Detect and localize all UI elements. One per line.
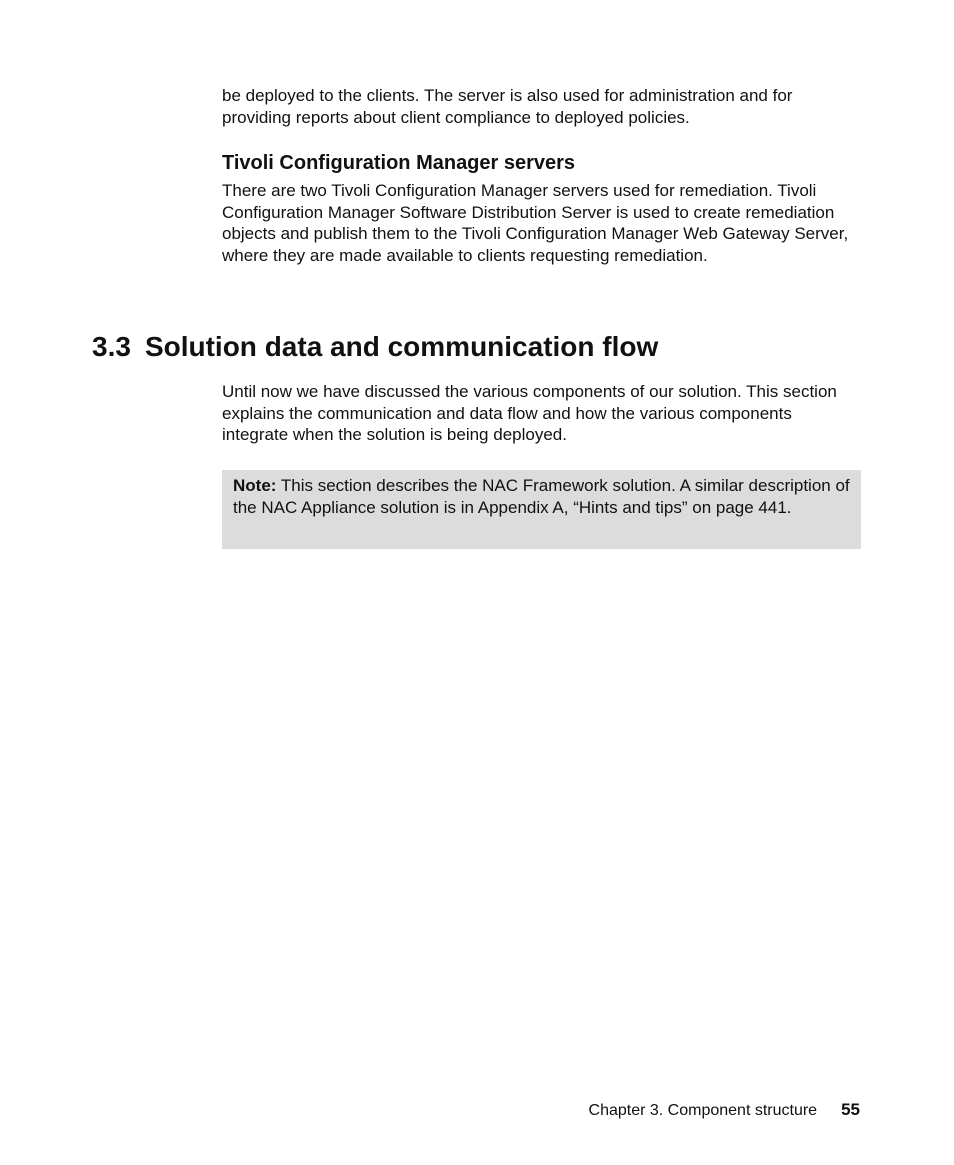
- section-paragraph: [222, 381, 862, 446]
- intro-paragraph: [222, 85, 862, 128]
- section-number: 3.3: [92, 331, 131, 362]
- intro-paragraph-text: be deployed to the clients. The server is also used for administration and for providing reports about client compliance to deployed policies.: [222, 86, 793, 127]
- note-text: This section describes the NAC Framework solution. A similar description of the NAC Appliance solution is in Appendix A, “Hints and tips” on page 441.: [233, 476, 850, 517]
- tivoli-paragraph-text: There are two Tivoli Configuration Manager servers used for remediation. Tivoli Configuration Manager Software Distribution Server is used to create remediation objects and publish them to the Tivoli Configuration Manager Web Gateway Server, where they are made available to clients requesting remediation.: [222, 181, 849, 265]
- footer-chapter-title: Chapter 3. Component structure: [588, 1102, 818, 1119]
- section-title: Solution data and communication flow: [144, 331, 659, 362]
- page-number: 55: [841, 1100, 860, 1119]
- subheading-tivoli-servers: Tivoli Configuration Manager servers: [222, 152, 576, 174]
- note-label: Note:: [233, 476, 277, 495]
- page-footer: [0, 1100, 860, 1120]
- note-box: [222, 470, 861, 549]
- tivoli-paragraph: [222, 180, 862, 266]
- section-paragraph-text: Until now we have discussed the various components of our solution. This section explains the communication and data flow and how the various components integrate when the solution is being deployed.: [222, 382, 837, 445]
- section-heading: [92, 331, 658, 363]
